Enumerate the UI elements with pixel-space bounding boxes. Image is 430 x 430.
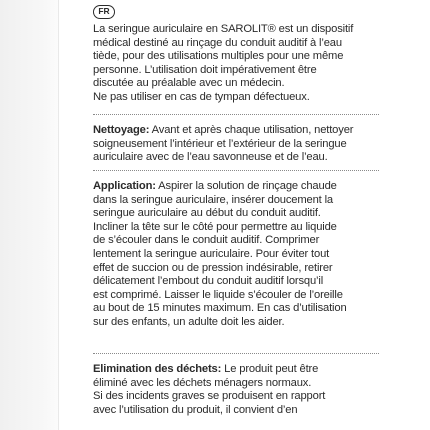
- application-line: sur des enfants, un adulte doit les aider.: [93, 315, 285, 328]
- disposal-first-line: [93, 363, 393, 377]
- section-divider: [93, 170, 379, 171]
- application-paragraph: [93, 180, 393, 330]
- cleaning-first-line-text: Avant et après chaque utilisation, nettoyer: [149, 124, 354, 136]
- application-line: lentement la seringue auriculaire. Pour éviter tout: [93, 247, 330, 260]
- application-line: Incliner la tête sur le côté pour permettre au liquide: [93, 220, 337, 233]
- disposal-line: avec l’utilisation du produit, il convient d’en: [93, 403, 298, 416]
- application-first-line: [93, 180, 393, 194]
- cleaning-line: auriculaire avec de l’eau savonneuse et de l’eau.: [93, 151, 328, 164]
- intro-line: médical destiné au rinçage du conduit auditif à l’eau: [93, 36, 342, 49]
- application-first-line-text: Aspirer la solution de rinçage chaude: [155, 180, 337, 192]
- application-line: est comprimé. Laisser le liquide s’écouler de l’oreille: [93, 288, 343, 301]
- cleaning-first-line: [93, 124, 393, 138]
- language-badge: FR: [93, 5, 115, 19]
- intro-paragraph: [93, 23, 393, 105]
- disposal-paragraph: [93, 363, 393, 417]
- application-line: délicatement l’embout du conduit auditif lorsqu’il: [93, 275, 324, 288]
- disposal-line: Si des incidents graves se produisent en rapport: [93, 390, 326, 403]
- disposal-first-line-text: Le produit peut être: [221, 363, 319, 375]
- intro-line: tiède, pour des utilisations multiples pour une même: [93, 50, 344, 63]
- intro-line: La seringue auriculaire en SAROLIT® est un dispositif: [93, 23, 354, 35]
- cleaning-line: soigneusement l’intérieur et l’extérieur de la seringue: [93, 137, 347, 150]
- section-divider: [93, 353, 379, 354]
- application-line: dans la seringue auriculaire, insérer doucement la: [93, 193, 334, 206]
- disposal-label: Elimination des déchets:: [93, 363, 222, 375]
- instruction-leaflet: [58, 0, 430, 430]
- intro-line: Ne pas utiliser en cas de tympan défectueux.: [93, 90, 310, 103]
- application-label: Application:: [93, 180, 156, 192]
- cleaning-paragraph: [93, 124, 393, 165]
- intro-line: discutée au préalable avec un médecin.: [93, 77, 285, 90]
- intro-line: personne. L’utilisation doit impérativement être: [93, 63, 317, 76]
- application-line: de s’écouler dans le conduit auditif. Comprimer: [93, 234, 320, 247]
- application-line: au bout de 15 minutes maximum. En cas d’utilisation: [93, 302, 347, 315]
- disposal-line: éliminé avec les déchets ménagers normaux.: [93, 376, 312, 389]
- application-line: effet de succion ou de pression indésirable, retirer: [93, 261, 333, 274]
- cleaning-label: Nettoyage:: [93, 124, 150, 136]
- application-line: seringue auriculaire au début du conduit auditif.: [93, 207, 321, 220]
- section-divider: [93, 114, 379, 115]
